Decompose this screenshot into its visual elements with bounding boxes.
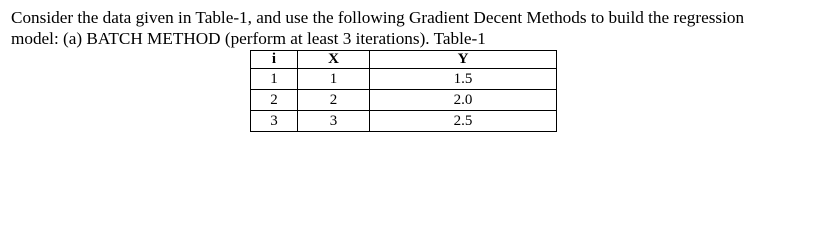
cell-y: 1.5	[370, 69, 557, 90]
cell-i: 2	[251, 90, 298, 111]
question-line-2: model: (a) BATCH METHOD (perform at least 3 iterations). Table-1	[11, 28, 486, 48]
table-row	[251, 69, 557, 90]
cell-i: 3	[251, 111, 298, 132]
table-header-row	[251, 51, 557, 69]
table-row	[251, 111, 557, 132]
cell-x: 3	[298, 111, 370, 132]
question-line-1: Consider the data given in Table-1, and use the following Gradient Decent Methods to build the regression	[11, 8, 745, 27]
header-y: Y	[370, 51, 557, 69]
data-table	[250, 50, 557, 132]
cell-y: 2.0	[370, 90, 557, 111]
cell-i: 1	[251, 69, 298, 90]
cell-x: 2	[298, 90, 370, 111]
question-text	[11, 8, 826, 49]
header-x: X	[298, 51, 370, 69]
cell-y: 2.5	[370, 111, 557, 132]
table-row	[251, 90, 557, 111]
header-i: i	[251, 51, 298, 69]
cell-x: 1	[298, 69, 370, 90]
